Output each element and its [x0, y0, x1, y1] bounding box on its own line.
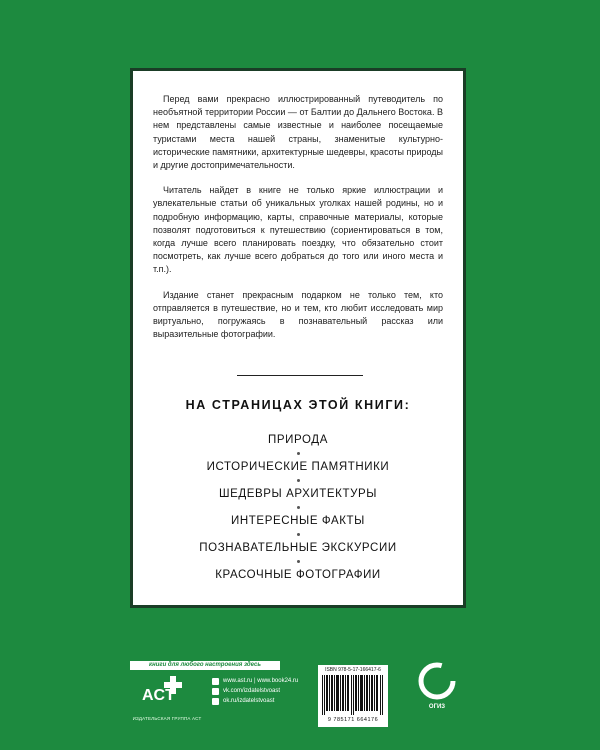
- section-heading: НА СТРАНИЦАХ ЭТОЙ КНИГИ:: [185, 398, 411, 412]
- web-link[interactable]: [212, 676, 298, 686]
- publisher-name: ИЗДАТЕЛЬСКАЯ ГРУППА АСТ: [132, 716, 202, 721]
- bullet-dot-icon: [297, 479, 300, 482]
- description-paragraph-2: Читатель найдет в книге не только яркие иллюстрации и увлекательные статьи об уникальных уголках нашей родины, но и подробную информацию, карты, справочные материалы, которые позволят подготовиться к путешествию (сориентироваться в том, когда лучше всего планировать поездку, что обязательно стоит посмотреть, как лучше всего добраться до того или иного места и т.п.).: [153, 185, 443, 275]
- topic-item: ПРИРОДА: [268, 434, 328, 446]
- description: [153, 93, 443, 353]
- topic-item: ИСТОРИЧЕСКИЕ ПАМЯТНИКИ: [206, 461, 390, 473]
- topic-item: КРАСОЧНЫЕ ФОТОГРАФИИ: [215, 569, 381, 581]
- barcode-block: [318, 665, 388, 727]
- topics-list: [133, 433, 463, 582]
- globe-icon: [212, 678, 219, 685]
- ok-icon: [212, 698, 219, 705]
- bullet-dot-icon: [297, 560, 300, 563]
- ok-link[interactable]: [212, 696, 298, 706]
- isbn-text: ISBN 978-5-17-166417-6: [325, 667, 381, 673]
- ok-link-text: ok.ru/izdatelstvoast: [223, 698, 275, 704]
- vk-link-text: vk.com/izdatelstvoast: [223, 688, 281, 694]
- topic-item: ПОЗНАВАТЕЛЬНЫЕ ЭКСКУРСИИ: [199, 542, 397, 554]
- social-links: [212, 676, 298, 706]
- ast-logo-text: ACT: [142, 687, 175, 704]
- bullet-dot-icon: [297, 506, 300, 509]
- content-panel: [130, 68, 466, 608]
- barcode-icon: [322, 675, 384, 715]
- topic-item: ИНТЕРЕСНЫЕ ФАКТЫ: [231, 515, 365, 527]
- vk-icon: [212, 688, 219, 695]
- ogi-label: ОГИЗ: [428, 704, 446, 710]
- topic-item: ШЕДЕВРЫ АРХИТЕКТУРЫ: [218, 488, 378, 500]
- footer: [0, 656, 600, 750]
- vk-link[interactable]: [212, 686, 298, 696]
- tagline: книги для любого настроения здесь: [130, 661, 280, 670]
- divider-line: [237, 375, 363, 376]
- bullet-dot-icon: [297, 533, 300, 536]
- bullet-dot-icon: [297, 452, 300, 455]
- ogi-logo-icon: [418, 662, 456, 700]
- web-link-text: www.ast.ru | www.book24.ru: [223, 678, 299, 684]
- description-paragraph-1: Перед вами прекрасно иллюстрированный путеводитель по необъятной территории России — от Балтии до Дальнего Востока. В нем представлены самые известные и наиболее посещаемые туристами места нашей страны, знаменитые культурно-исторические памятники, архитектурные шедевры, красоты природы и другие достопримечательности.: [153, 94, 443, 171]
- barcode-number: 9 785171 664176: [327, 717, 379, 723]
- description-paragraph-3: Издание станет прекрасным подарком не только тем, кто отправляется в путешествие, но и тем, кто любит исследовать мир виртуально, погружаясь в познавательный рассказ или выразительные фотографии.: [153, 289, 443, 340]
- ast-logo-icon: [140, 674, 186, 706]
